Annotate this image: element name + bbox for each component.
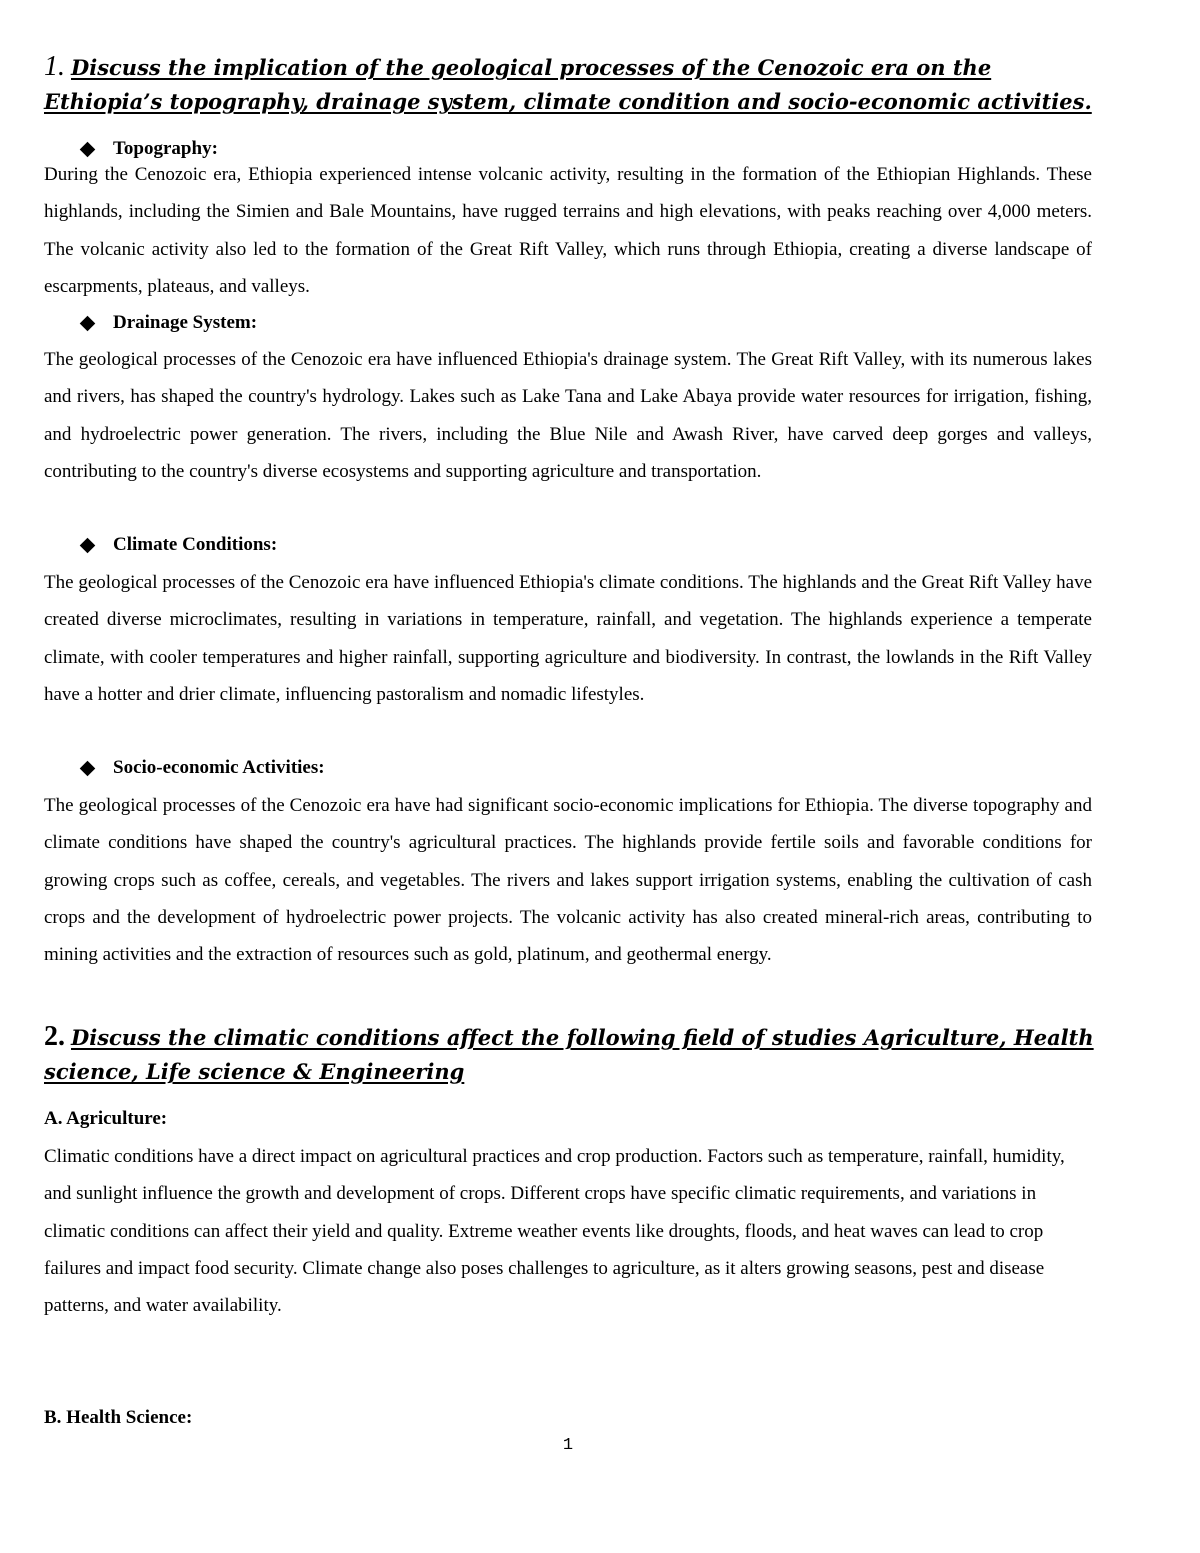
question-2-heading — [44, 1020, 1104, 1089]
topography-paragraph: During the Cenozoic era, Ethiopia experienced intense volcanic activity, resulting in the formation of the Ethiopian Highlands. These highlands, including the Simien and Bale Mountains, have rugged terrains and high elevations, with peaks reaching over 4,000 meters. The volcanic activity also led to the formation of the Great Rift Valley, which runs through Ethiopia, creating a diverse landscape of escarpments, plateaus, and valleys. — [44, 164, 1092, 297]
climate-conditions-paragraph: The geological processes of the Cenozoic era have influenced Ethiopia's climate conditions. The highlands and the Great Rift Valley have created diverse microclimates, resulting in variations in temperature, rainfall, and vegetation. The highlands experience a temperate climate, with cooler temperatures and higher rainfall, supporting agriculture and biodiversity. In contrast, the lowlands in the Rift Valley have a hotter and drier climate, influencing pastoralism and nomadic lifestyles. — [44, 572, 1092, 705]
socio-economic-heading — [78, 757, 325, 779]
drainage-system-paragraph: The geological processes of the Cenozoic era have influenced Ethiopia's drainage system. The Great Rift Valley, with its numerous lakes and rivers, has shaped the country's hydrology. Lakes such as Lake Tana and Lake Abaya provide water resources for irrigation, fishing, and hydroelectric power generation. The rivers, including the Blue Nile and Awash River, have carved deep gorges and valleys, contributing to the country's diverse ecosystems and supporting agriculture and transportation. — [44, 349, 1092, 482]
health-science-heading: B. Health Science: — [44, 1407, 193, 1428]
drainage-system-heading-text: Drainage System: — [113, 312, 258, 333]
page-number: 1 — [562, 1436, 574, 1455]
question-1-text: Discuss the implication of the geological processes of the Cenozoic era on the Ethiopia’s topography, drainage system, climate condition and socio-economic activities. — [44, 55, 1092, 114]
question-2-number: 2. — [44, 1021, 65, 1052]
drainage-system-heading — [78, 312, 257, 334]
question-1-number: 1. — [44, 51, 65, 82]
diamond-bullet-icon — [80, 141, 96, 157]
diamond-bullet-icon — [80, 537, 96, 553]
climate-conditions-heading — [78, 534, 277, 556]
socio-economic-paragraph: The geological processes of the Cenozoic era have had significant socio-economic implications for Ethiopia. The diverse topography and climate conditions have shaped the country's agricultural practices. The highlands provide fertile soils and favorable conditions for growing crops such as coffee, cereals, and vegetables. The rivers and lakes support irrigation systems, enabling the cultivation of cash crops and the development of hydroelectric power projects. The volcanic activity has also created mineral-rich areas, contributing to mining activities and the extraction of resources such as gold, platinum, and geothermal energy. — [44, 795, 1092, 966]
diamond-bullet-icon — [80, 315, 96, 331]
diamond-bullet-icon — [80, 760, 96, 776]
socio-economic-heading-text: Socio-economic Activities: — [113, 757, 325, 778]
question-1-heading — [44, 50, 1104, 119]
agriculture-heading: A. Agriculture: — [44, 1108, 168, 1129]
topography-heading-text: Topography: — [113, 138, 218, 159]
climate-conditions-heading-text: Climate Conditions: — [113, 534, 278, 555]
question-2-text: Discuss the climatic conditions affect the following field of studies Agriculture, Health science, Life science & Engineering — [44, 1025, 1094, 1084]
agriculture-paragraph: Climatic conditions have a direct impact on agricultural practices and crop production. Factors such as temperature, rainfall, humidity, and sunlight influence the growth and development of crops. Different crops have specific climatic requirements, and variations in climatic conditions can affect their yield and quality. Extreme weather events like droughts, floods, and heat waves can lead to crop failures and impact food security. Climate change also poses challenges to agriculture, as it alters growing seasons, pest and disease patterns, and water availability. — [44, 1146, 1065, 1317]
